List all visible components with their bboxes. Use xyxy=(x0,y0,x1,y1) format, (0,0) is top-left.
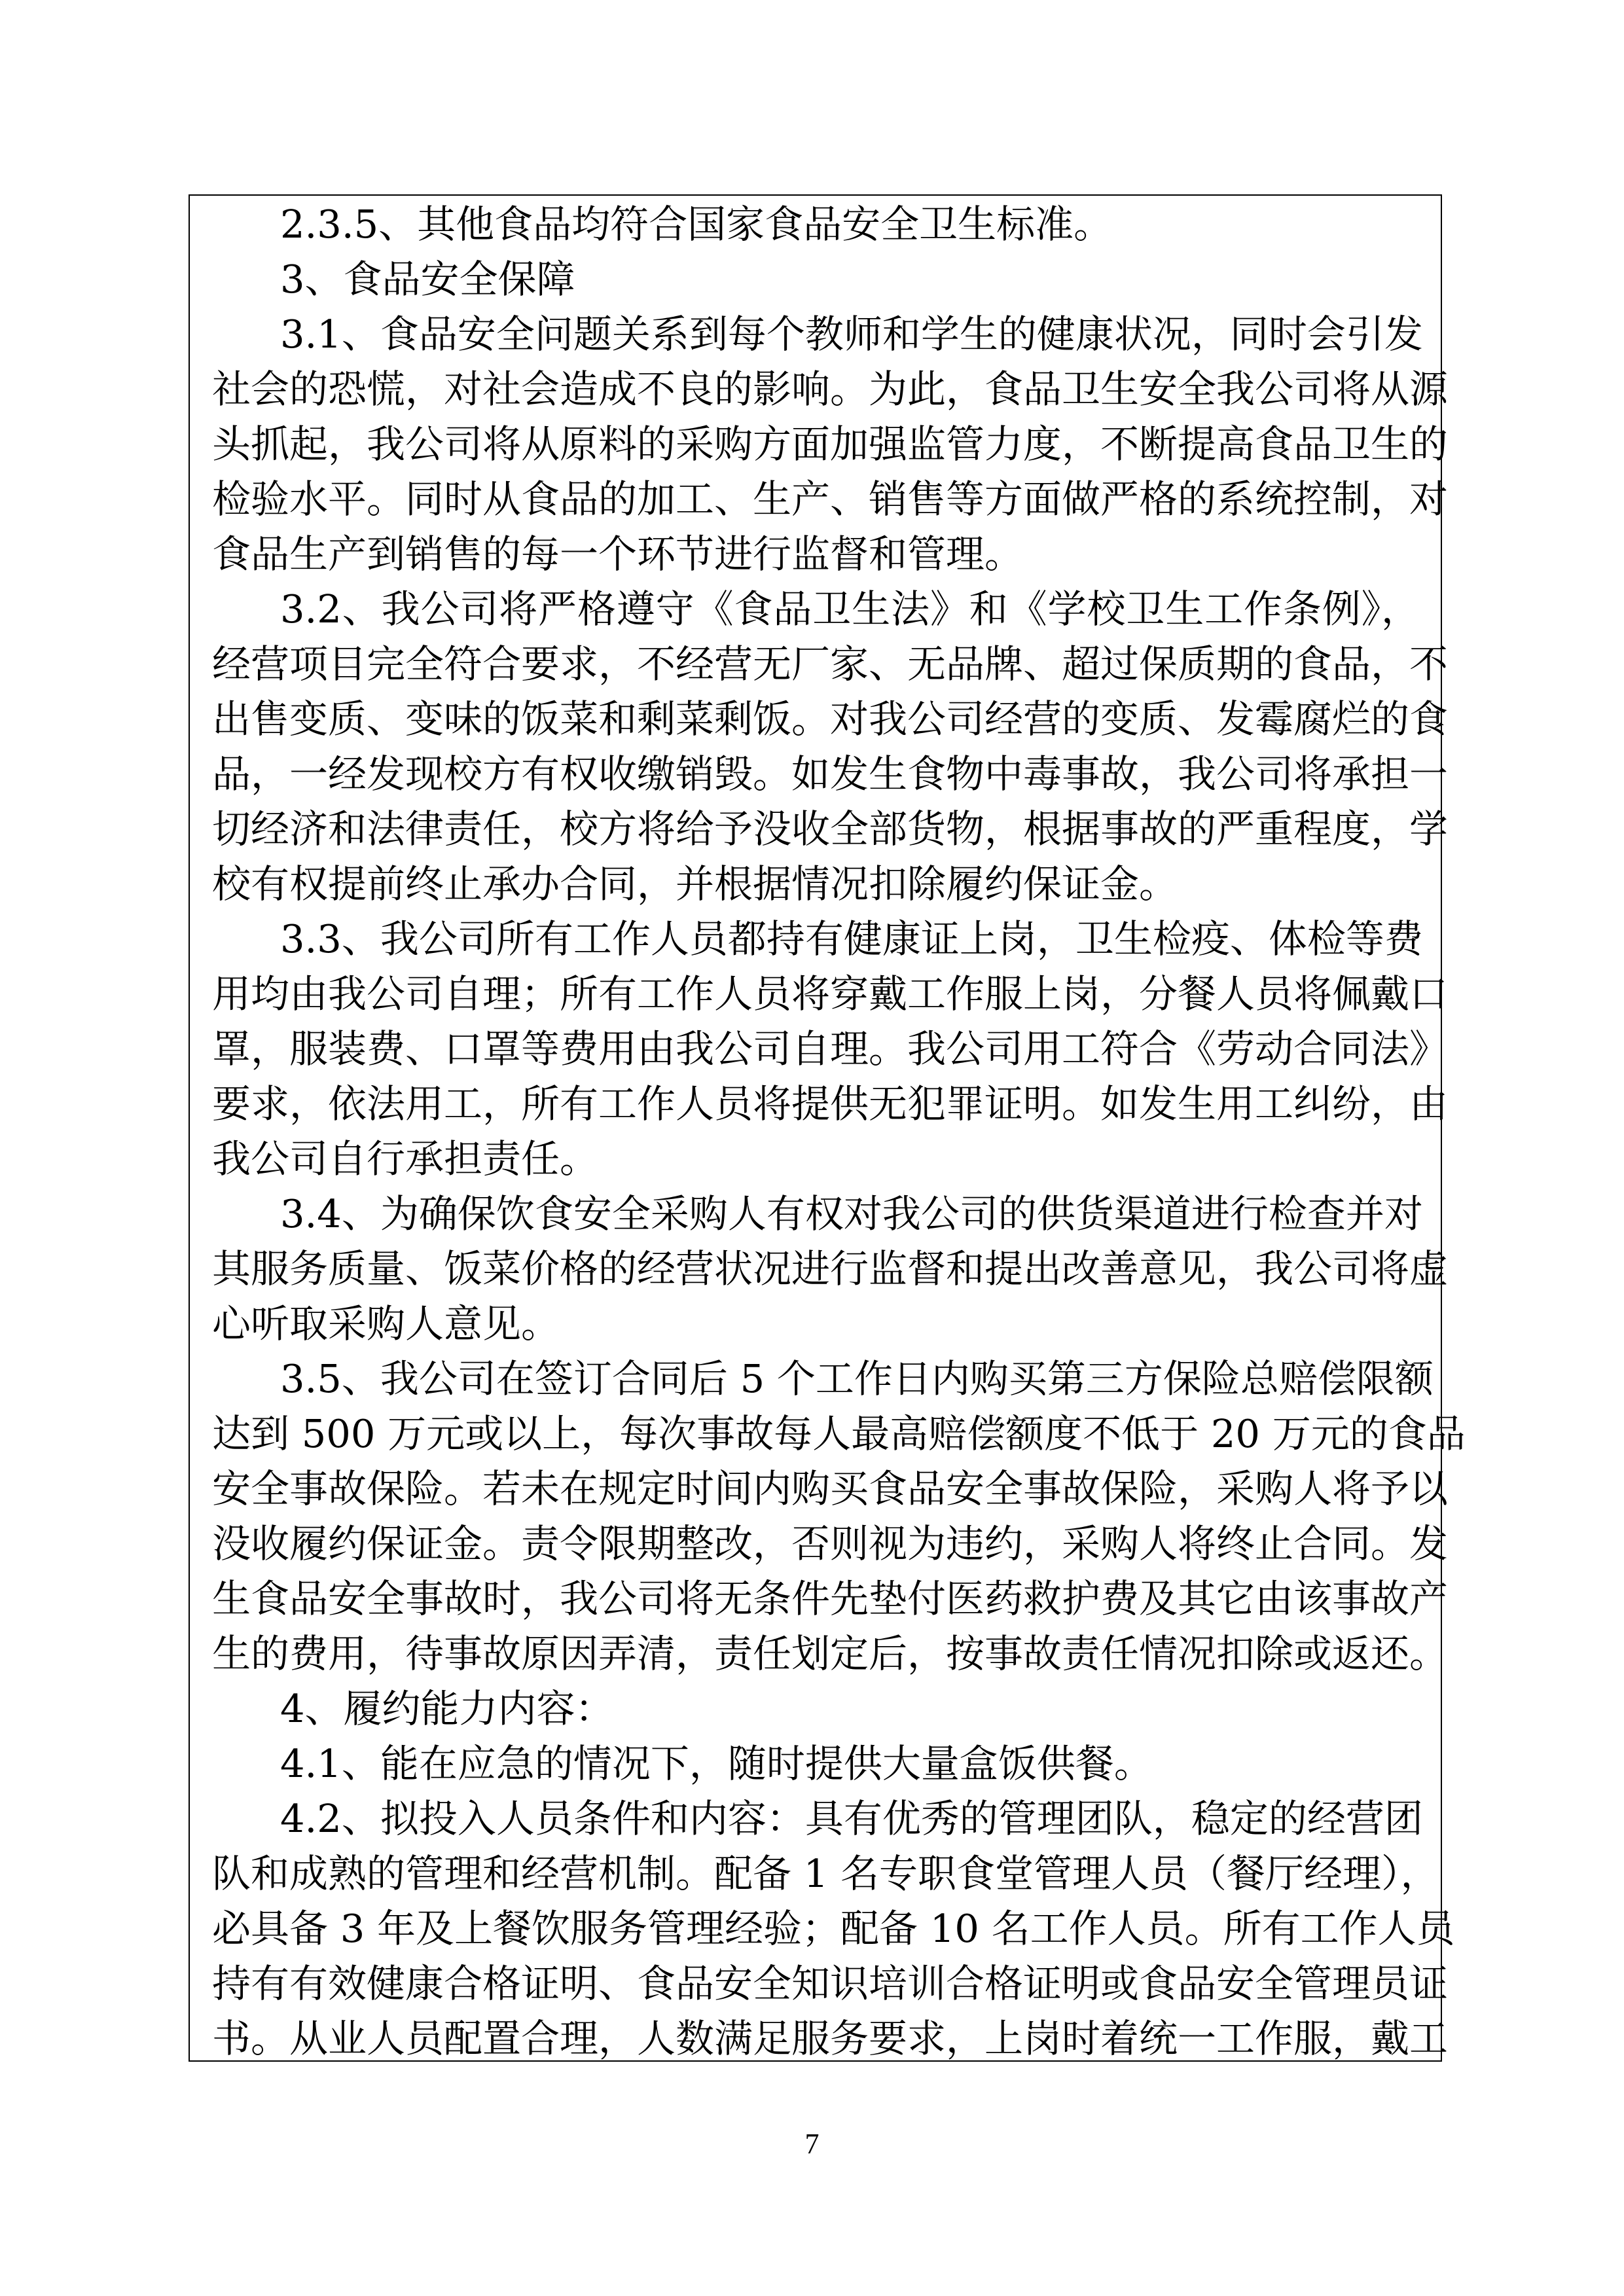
paragraph xyxy=(212,1736,1420,1791)
text-line: 品，一经发现校方有权收缴销毁。如发生食物中毒事故，我公司将承担一 xyxy=(212,751,1449,797)
text-line: 用均由我公司自理；所有工作人员将穿戴工作服上岗，分餐人员将佩戴口 xyxy=(212,971,1449,1016)
text-line: 其服务质量、饭菜价格的经营状况进行监督和提出改善意见，我公司将虚 xyxy=(212,1246,1449,1291)
text-line: 队和成熟的管理和经营机制。配备 1 名专职食堂管理人员（餐厅经理）， xyxy=(212,1851,1439,1896)
paragraph xyxy=(212,307,1449,582)
text-line: 校有权提前终止承办合同，并根据情况扣除履约保证金。 xyxy=(212,861,1178,906)
text-line: 3.1、食品安全问题关系到每个教师和学生的健康状况，同时会引发 xyxy=(280,312,1423,357)
text-line: 没收履约保证金。责令限期整改，否则视为违约，采购人将终止合同。发 xyxy=(212,1521,1449,1566)
text-line: 生食品安全事故时，我公司将无条件先垫付医药救护费及其它由该事故产 xyxy=(212,1576,1449,1621)
text-line: 头抓起，我公司将从原料的采购方面加强监管力度，不断提高食品卫生的 xyxy=(212,422,1449,467)
paragraph xyxy=(212,1187,1449,1352)
paragraph xyxy=(212,1681,1420,1736)
text-line: 达到 500 万元或以上，每次事故每人最高赔偿额度不低于 20 万元的食品 xyxy=(212,1411,1466,1456)
text-line: 书。从业人员配置合理，人数满足服务要求，上岗时着统一工作服，戴工 xyxy=(212,2016,1449,2061)
text-line: 切经济和法律责任，校方将给予没收全部货物，根据事故的严重程度，学 xyxy=(212,806,1449,852)
text-line: 我公司自行承担责任。 xyxy=(212,1136,599,1181)
text-line: 2.3.5、其他食品均符合国家食品安全卫生标准。 xyxy=(280,202,1113,247)
page-number: 7 xyxy=(804,2128,820,2160)
paragraph xyxy=(212,197,1420,252)
text-line: 持有有效健康合格证明、食品安全知识培训合格证明或食品安全管理员证 xyxy=(212,1961,1449,2006)
paragraph xyxy=(212,1791,1455,2066)
paragraph xyxy=(212,1352,1466,1681)
text-line: 经营项目完全符合要求，不经营无厂家、无品牌、超过保质期的食品，不 xyxy=(212,641,1449,687)
text-line: 心听取采购人意见。 xyxy=(212,1301,560,1346)
paragraph xyxy=(212,582,1449,912)
text-line: 食品生产到销售的每一个环节进行监督和管理。 xyxy=(212,531,1024,577)
text-line: 社会的恐慌，对社会造成不良的影响。为此，食品卫生安全我公司将从源 xyxy=(212,367,1449,412)
text-line: 罩，服装费、口罩等费用由我公司自理。我公司用工符合《劳动合同法》 xyxy=(212,1026,1449,1071)
paragraph xyxy=(212,252,1420,307)
text-line: 出售变质、变味的饭菜和剩菜剩饭。对我公司经营的变质、发霉腐烂的食 xyxy=(212,696,1449,742)
body-text xyxy=(212,197,1466,2066)
text-line: 4、履约能力内容： xyxy=(280,1686,614,1731)
text-line: 3.3、我公司所有工作人员都持有健康证上岗，卫生检疫、体检等费 xyxy=(280,916,1423,961)
text-line: 安全事故保险。若未在规定时间内购买食品安全事故保险，采购人将予以 xyxy=(212,1466,1449,1511)
paragraph xyxy=(212,912,1449,1187)
text-line: 要求，依法用工，所有工作人员将提供无犯罪证明。如发生用工纠纷，由 xyxy=(212,1081,1449,1126)
text-line: 4.2、拟投入人员条件和内容：具有优秀的管理团队，稳定的经营团 xyxy=(280,1796,1423,1841)
text-line: 3.5、我公司在签订合同后 5 个工作日内购买第三方保险总赔偿限额 xyxy=(280,1356,1434,1401)
text-line: 3.4、为确保饮食安全采购人有权对我公司的供货渠道进行检查并对 xyxy=(280,1191,1423,1236)
text-line: 3.2、我公司将严格遵守《食品卫生法》和《学校卫生工作条例》， xyxy=(280,586,1420,632)
text-line: 必具备 3 年及上餐饮服务管理经验；配备 10 名工作人员。所有工作人员 xyxy=(212,1906,1455,1951)
text-line: 检验水平。同时从食品的加工、生产、销售等方面做严格的系统控制，对 xyxy=(212,476,1449,522)
text-line: 4.1、能在应急的情况下，随时提供大量盒饭供餐。 xyxy=(280,1741,1153,1786)
text-line: 3、食品安全保障 xyxy=(280,257,575,302)
content-table-cell xyxy=(189,194,1466,2062)
text-line: 生的费用，待事故原因弄清，责任划定后，按事故责任情况扣除或返还。 xyxy=(212,1631,1449,1676)
